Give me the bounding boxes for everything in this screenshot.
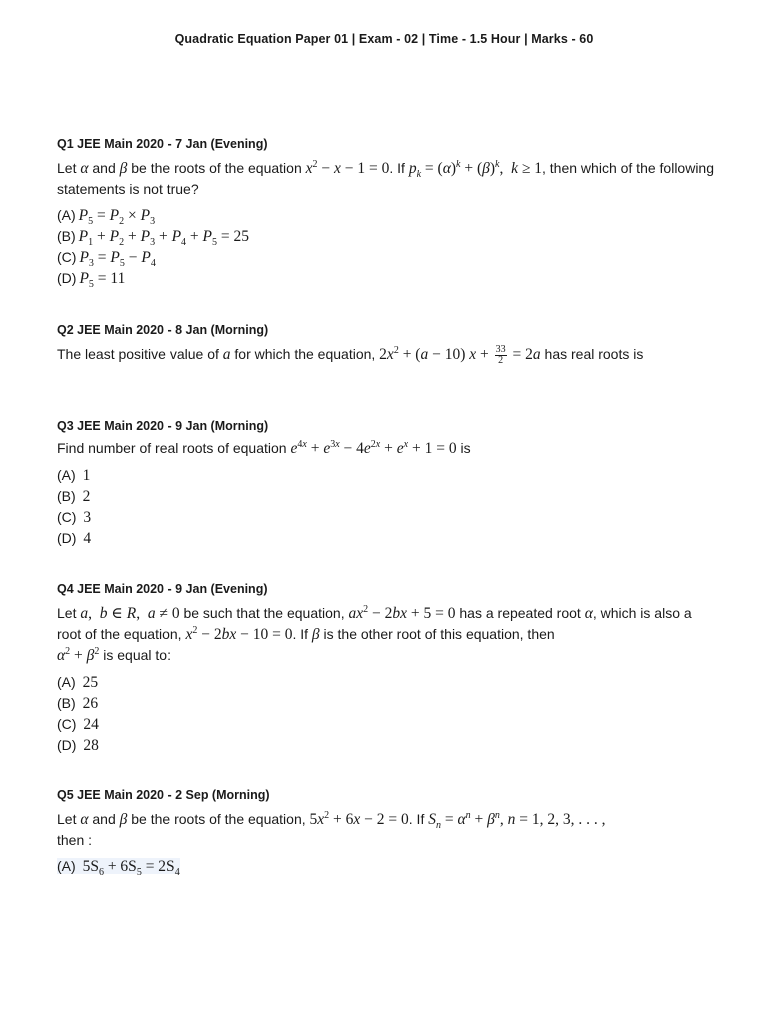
option-b[interactable]: (B) $P_1 + P_2 + P_3 + P_4 + P_5 = 25$ bbox=[57, 228, 250, 249]
option-c[interactable]: (C) 3 bbox=[57, 509, 92, 526]
question-5 bbox=[57, 787, 717, 877]
question-text: Let a, b ∈ R, a ≠ 0 be such that the equation, $ax^2 - 2bx + 5 = 0$ has a repeated root α, which is also a root of the equation, $x^2 - 2bx - 10 = 0$. If β is the other root of this equation, then $\alpha^2 + \beta^2$ is equal to: bbox=[57, 603, 692, 664]
option-c[interactable]: (C) $P_3 = P_5 - P_4$ bbox=[57, 249, 156, 270]
option-c[interactable]: (C) 24 bbox=[57, 716, 99, 733]
question-title: Q4 JEE Main 2020 - 9 Jan (Evening) bbox=[57, 582, 268, 596]
option-d[interactable]: (D) 4 bbox=[57, 530, 92, 547]
question-text: Let α and β be the roots of the equation $x^2 - x - 1 = 0$. If $p_k = (\alpha)^k + (\beta)^k$, k ≥ 1, then which of the following statements is not true? bbox=[57, 158, 715, 197]
option-b[interactable]: (B) 2 bbox=[57, 488, 91, 505]
option-b[interactable]: (B) 26 bbox=[57, 695, 99, 712]
options-list bbox=[57, 856, 717, 877]
option-a[interactable]: (A) $P_5 = P_2 \times P_3$ bbox=[57, 207, 156, 228]
option-a[interactable]: (A) $5S_6 + 6S_5 = 2S_4$ bbox=[57, 858, 180, 879]
option-d[interactable]: (D) $P_5 = 11$ bbox=[57, 270, 126, 291]
page-header: Quadratic Equation Paper 01 | Exam - 02 | Time - 1.5 Hour | Marks - 60 bbox=[174, 32, 594, 46]
question-4 bbox=[57, 581, 717, 756]
option-a[interactable]: (A) 1 bbox=[57, 467, 91, 484]
option-d[interactable]: (D) 28 bbox=[57, 737, 99, 754]
question-2 bbox=[57, 322, 717, 366]
question-text: Let α and β be the roots of the equation, $5x^2 + 6x - 2 = 0$. If $S_n = \alpha^n + \beta^n$, n = 1, 2, 3, . . . , then : bbox=[57, 809, 606, 848]
question-text: The least positive value of a for which the equation, $2x^2 + (a - 10) x$ + $\frac{33}{2}$ = 2a has real roots is bbox=[57, 343, 644, 366]
options-list bbox=[57, 205, 717, 289]
options-list bbox=[57, 672, 717, 756]
question-title: Q5 JEE Main 2020 - 2 Sep (Morning) bbox=[57, 788, 270, 802]
question-title: Q3 JEE Main 2020 - 9 Jan (Morning) bbox=[57, 419, 269, 433]
question-1 bbox=[57, 136, 717, 289]
options-list bbox=[57, 465, 717, 549]
question-text: Find number of real roots of equation $e^{4x} + e^{3x} - 4e^{2x} + e^x + 1 = 0$ is bbox=[57, 438, 471, 457]
option-a[interactable]: (A) 25 bbox=[57, 674, 99, 691]
question-title: Q2 JEE Main 2020 - 8 Jan (Morning) bbox=[57, 323, 269, 337]
question-title: Q1 JEE Main 2020 - 7 Jan (Evening) bbox=[57, 137, 268, 151]
question-3 bbox=[57, 418, 717, 549]
